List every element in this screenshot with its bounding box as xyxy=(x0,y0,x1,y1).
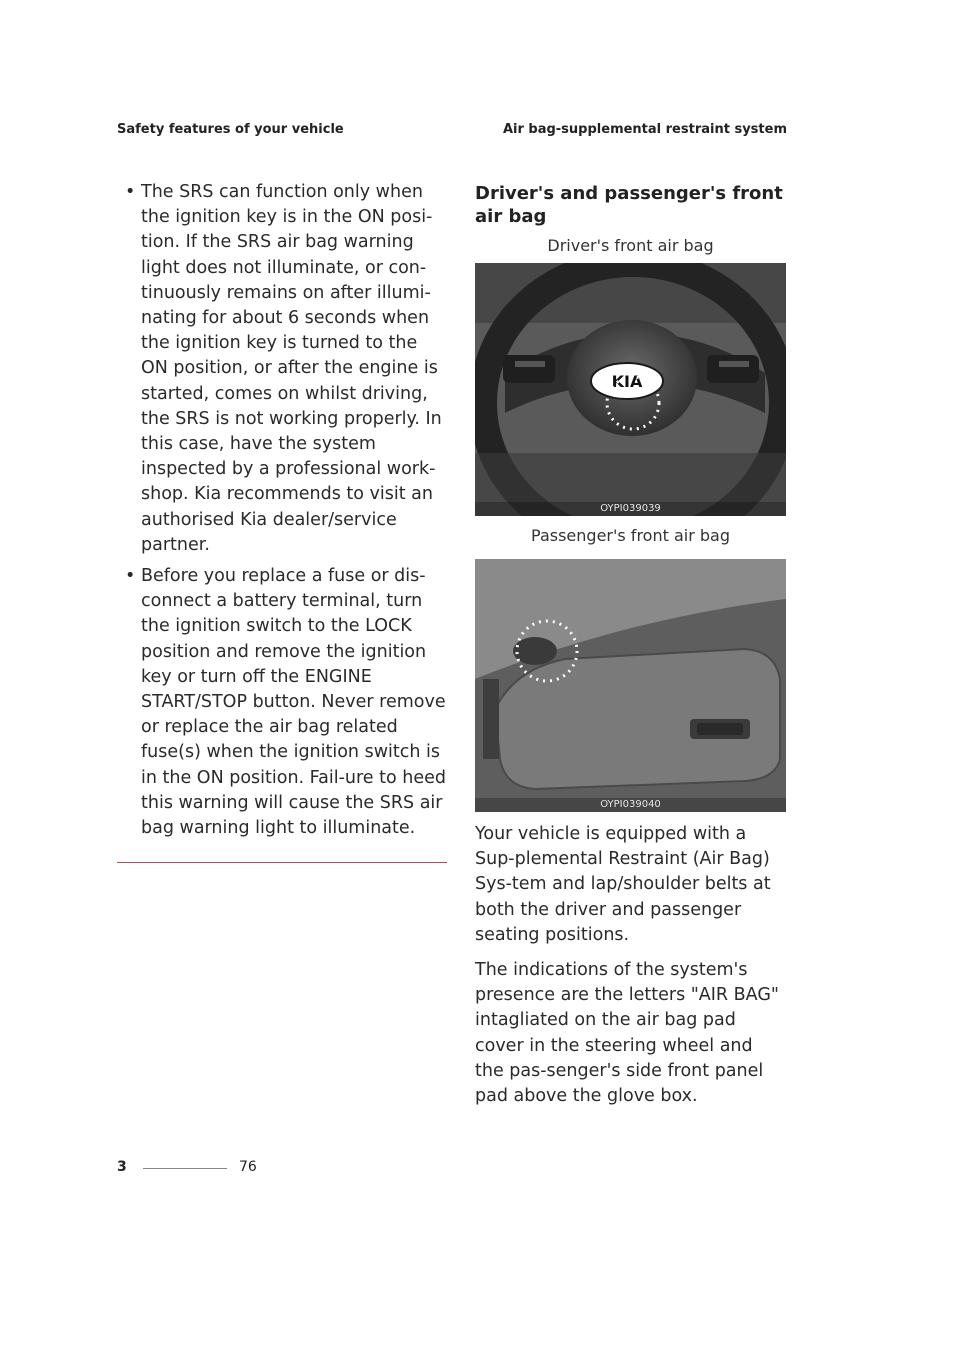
section-number: 3 xyxy=(117,1159,127,1175)
left-column xyxy=(117,180,447,841)
page-footer xyxy=(117,1159,257,1175)
running-header-right: Air bag-supplemental restraint system xyxy=(502,122,787,137)
passenger-airbag-photo xyxy=(475,559,786,812)
figure-caption-driver: Driver's front air bag xyxy=(547,236,714,255)
paragraph: The indications of the system's presence are the letters "AIR BAG" intagliated on the air bag pad cover in the steering wheel and the pas-senger's side front panel pad above the glove box. xyxy=(475,960,779,1107)
bullet-text: The SRS can function only when the ignition key is in the ON posi-tion. If the SRS air bag warning light does not illuminate, or con-tinuously remains on after illumi-nating for about 6 seconds when the ignition key is turned to the ON position, or after the engine is started, comes on whilst driving, the SRS is not working properly. In this case, have the system inspected by a professional work-shop. Kia recommends to visit an authorised Kia dealer/service partner. xyxy=(141,182,442,555)
figure-caption-passenger: Passenger's front air bag xyxy=(531,526,730,545)
section-divider xyxy=(117,862,447,863)
bullet-dot-icon: • xyxy=(125,566,136,587)
bullet-dot-icon: • xyxy=(125,182,136,202)
driver-airbag-photo xyxy=(475,263,786,516)
dashboard-illustration xyxy=(475,559,786,812)
steering-wheel-illustration xyxy=(475,263,786,516)
running-header-left: Safety features of your vehicle xyxy=(117,122,344,137)
page-number: 76 xyxy=(239,1159,257,1175)
bullet-item xyxy=(117,180,447,558)
bullet-text: Before you replace a fuse or dis-connect a battery terminal, turn the ignition switch to the LOCK position and remove the ignition key or turn off the ENGINE START/STOP button. Never remove or replace the air bag related fuse(s) when the ignition switch is in the ON position. Fail-ure to heed this warning will cause the SRS air bag warning light to illuminate. xyxy=(141,566,446,839)
right-column xyxy=(475,180,786,1109)
section-title: Driver's and passenger's front air bag xyxy=(475,183,783,227)
footer-rule xyxy=(143,1168,227,1169)
paragraph: Your vehicle is equipped with a Sup-plemental Restraint (Air Bag) Sys-tem and lap/shoulder belts at both the driver and passenger seating positions. xyxy=(475,824,771,945)
figure-code: OYPI039040 xyxy=(475,798,786,812)
figure-code: OYPI039039 xyxy=(475,502,786,516)
bullet-item xyxy=(117,564,447,841)
kia-logo: KIA xyxy=(611,372,643,391)
